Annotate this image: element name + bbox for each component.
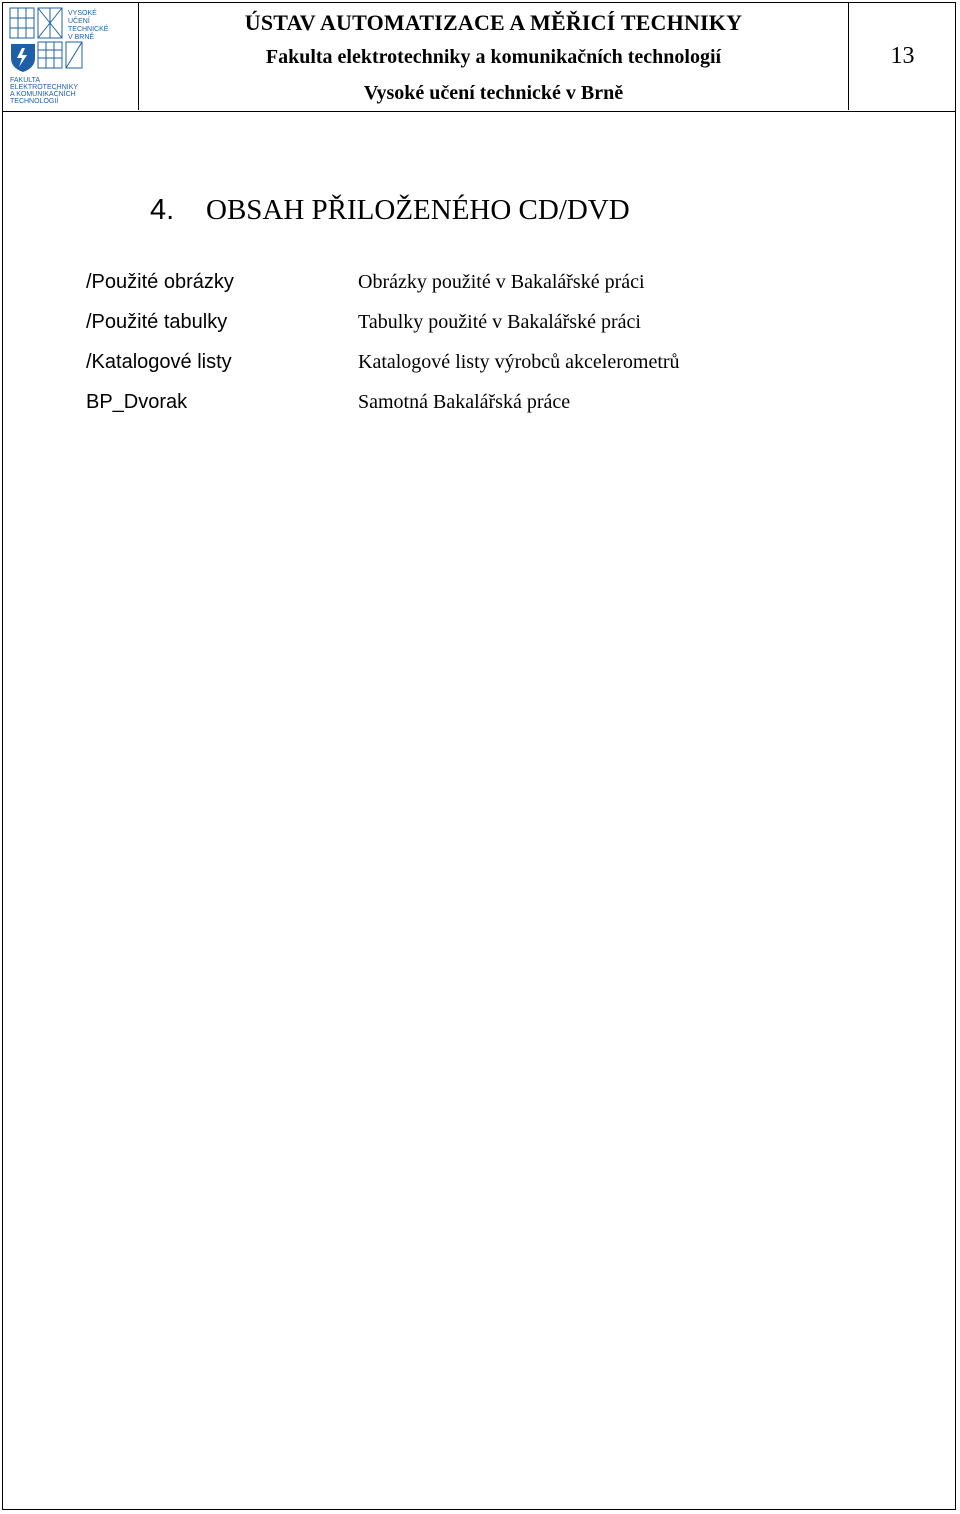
list-item [86, 348, 846, 388]
content-path: /Použité tabulky [86, 311, 228, 333]
header-title-cell [139, 2, 849, 110]
content-description: Katalogové listy výrobců akcelerometrů [358, 351, 680, 373]
list-item [86, 388, 846, 428]
logo-text-line: V BRNĚ [68, 34, 95, 41]
content-path: /Katalogové listy [86, 351, 232, 373]
chapter-title: OBSAH PŘILOŽENÉHO CD/DVD [206, 194, 630, 226]
chapter-heading [150, 194, 630, 227]
university-logo-cell [2, 2, 139, 110]
page-header [2, 2, 956, 112]
logo-text-line: VYSOKÉ [68, 10, 97, 17]
university-name: Vysoké učení technické v Brně [363, 82, 624, 104]
logo-text-line: FAKULTA [10, 77, 41, 84]
page-number-cell [849, 2, 956, 110]
content-path: BP_Dvorak [86, 391, 188, 413]
content-description: Obrázky použité v Bakalářské práci [358, 271, 645, 293]
logo-text-line: TECHNOLOGIÍ [10, 98, 59, 105]
content-description: Tabulky použité v Bakalářské práci [358, 311, 641, 333]
page-number: 13 [890, 42, 915, 69]
content-description: Samotná Bakalářská práce [358, 391, 571, 413]
logo-text-line: ELEKTROTECHNIKY [10, 84, 79, 91]
logo-text-line: A KOMUNIKAČNÍCH [10, 91, 76, 98]
cd-contents-list [86, 268, 846, 428]
chapter-number: 4. [150, 194, 175, 226]
page-frame [2, 2, 956, 1510]
logo-text-line: TECHNICKÉ [68, 26, 109, 33]
faculty-name: Fakulta elektrotechniky a komunikačních technologií [265, 46, 722, 68]
vut-feec-logo-icon [8, 6, 132, 106]
list-item [86, 268, 846, 308]
logo-text-line: UČENÍ [68, 18, 90, 25]
institute-name: ÚSTAV AUTOMATIZACE A MĚŘICÍ TECHNIKY [244, 10, 743, 35]
list-item [86, 308, 846, 348]
content-path: /Použité obrázky [86, 271, 234, 293]
